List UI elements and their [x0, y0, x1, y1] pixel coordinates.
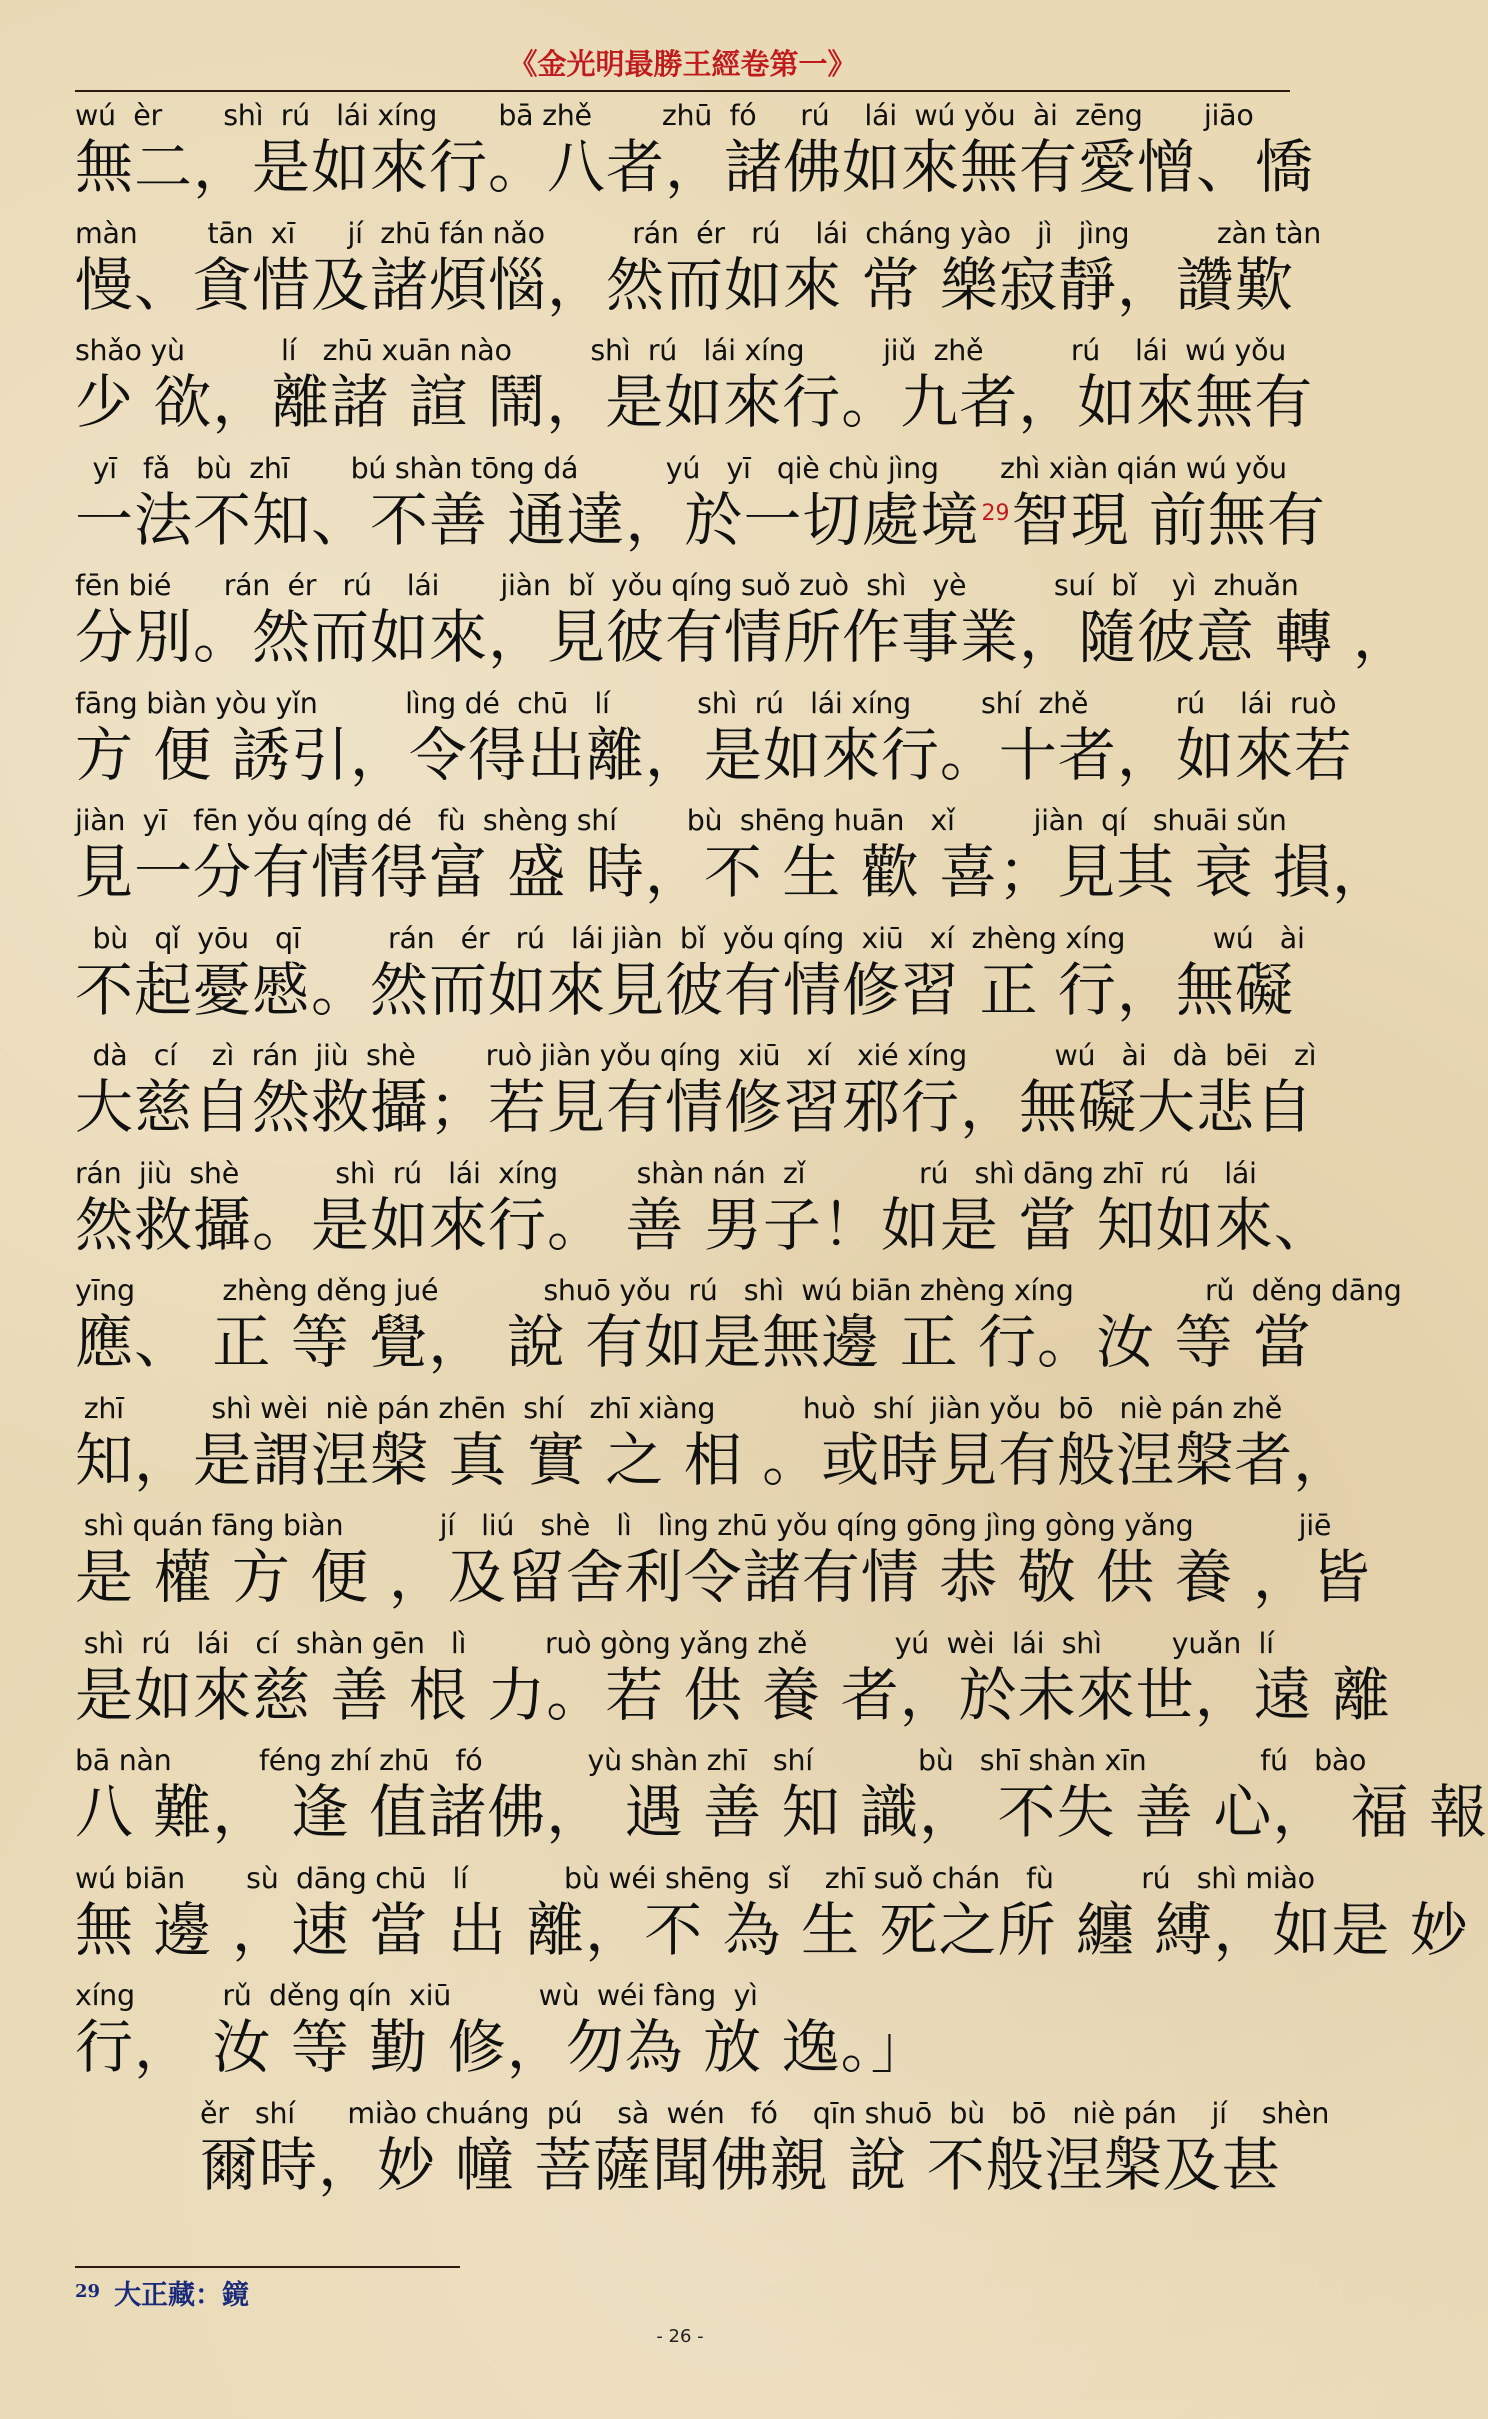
hanzi-line: [75, 1425, 1353, 1504]
pinyin-line: jiàn yī fēn yǒu qíng dé fù shèng shí bù shēng huān xǐ jiàn qí shuāi sǔn: [75, 804, 1287, 837]
hanzi-text: 分別。然而如來，見彼有情所作事業，隨彼意 轉 ，: [75, 603, 1412, 671]
pinyin-line: yī fǎ bù zhī bú shàn tōng dá yú yī qiè chù jìng zhì xiàn qián wú yǒu: [75, 451, 1287, 485]
pinyin-line: ěr shí miào chuáng pú sà wén fó qīn shuō bù bō niè pán jí shèn: [200, 2096, 1330, 2130]
hanzi-text: 行， 汝 等 勤 修，勿為 放 逸。」: [75, 2013, 930, 2081]
text-line: [75, 1857, 1469, 1975]
hanzi-text: 方 便 誘引，令得出離，是如來行。十者，如來若: [75, 720, 1353, 789]
text-line: [75, 564, 1412, 682]
pinyin-line: yīng zhèng děng jué shuō yǒu rú shì wú biān zhèng xíng rǔ děng dāng: [75, 1274, 1402, 1307]
hanzi-text: 應、 正 等 覺， 說 有如是無邊 正 行。汝 等 當: [75, 1308, 1312, 1376]
text-line: [75, 1974, 1290, 2092]
text-line: [75, 94, 1315, 212]
hanzi-text: 爾時，妙 幢 菩薩聞佛親 說 不般涅槃及甚: [200, 2130, 1281, 2199]
pinyin-line: fāng biàn yòu yǐn lìng dé chū lí shì rú lái xíng shí zhě rú lái ruò: [75, 686, 1337, 720]
text-line: [75, 1739, 1488, 1857]
text-line: [75, 1269, 1402, 1387]
text-line: [75, 2092, 1330, 2210]
pinyin-line: bā nàn féng zhí zhū fó yù shàn zhī shí bù shī shàn xīn fú bào: [75, 1744, 1367, 1777]
pinyin-line: bù qǐ yōu qī rán ér rú lái jiàn bǐ yǒu qíng xiū xí zhèng xíng wú ài: [75, 921, 1305, 955]
hanzi-text: 慢、貪惜及諸煩惱，然而如來 常 樂寂靜，讚歎: [75, 250, 1294, 319]
hanzi-line: [75, 2014, 1290, 2091]
hanzi-text: 是 權 方 便 ，及留舍利令諸有情 恭 敬 供 養 ，皆: [75, 1543, 1371, 1611]
pinyin-line: shǎo yù lí zhū xuān nào shì rú lái xíng jiǔ zhě rú lái wú yǒu: [75, 334, 1286, 367]
hanzi-line: [75, 485, 1326, 564]
footnote-text: 大正藏：鏡: [114, 2280, 250, 2311]
hanzi-line: [75, 2132, 1290, 2209]
hanzi-line: [75, 1543, 1371, 1621]
text-line: [75, 212, 1322, 330]
pinyin-line: rán jiù shè shì rú lái xíng shàn nán zǐ rú shì dāng zhī rú lái: [75, 1156, 1257, 1190]
footnote-reference[interactable]: 29: [981, 500, 1010, 526]
text-line: [75, 1387, 1353, 1505]
hanzi-text: 一法不知、不善 通達，於一切處境: [75, 485, 980, 554]
pinyin-line: wú biān sù dāng chū lí bù wéi shēng sǐ zhī suǒ chán fù rú shì miào: [75, 1861, 1315, 1895]
hanzi-text: 知，是謂涅槃 真 實 之 相 。或時見有般涅槃者，: [75, 1425, 1353, 1494]
hanzi-text-continued: 智現 前無有: [1011, 485, 1326, 554]
pinyin-line: xíng rǔ děng qín xiū wù wéi fàng yì: [75, 1979, 758, 2012]
scripture-body: [75, 94, 1488, 2209]
text-line: [75, 1504, 1371, 1622]
footnote: [75, 2276, 249, 2316]
hanzi-line: [75, 838, 1392, 916]
pinyin-line: wú èr shì rú lái xíng bā zhě zhū fó rú lái wú yǒu ài zēng jiāo: [75, 99, 1254, 132]
hanzi-line: [75, 955, 1294, 1034]
hanzi-text: 然救攝。是如來行。 善 男子！如是 當 知如來、: [75, 1190, 1333, 1259]
text-line: [75, 1152, 1333, 1270]
pinyin-line: dà cí zì rán jiù shè ruò jiàn yǒu qíng xiū xí xié xíng wú ài dà bēi zì: [75, 1039, 1317, 1072]
hanzi-text: 八 難， 逢 值諸佛， 遇 善 知 識， 不失 善 心， 福 報: [75, 1778, 1488, 1846]
hanzi-text: 是如來慈 善 根 力。若 供 養 者，於未來世，遠 離: [75, 1660, 1392, 1729]
hanzi-text: 少 欲，離諸 諠 鬧，是如來行。九者，如來無有: [75, 368, 1314, 436]
text-line: [75, 1034, 1317, 1152]
pinyin-line: zhī shì wèi niè pán zhēn shí zhī xiàng huò shí jiàn yǒu bō niè pán zhě: [75, 1391, 1283, 1425]
hanzi-line: [75, 1778, 1488, 1856]
hanzi-line: [75, 1308, 1312, 1386]
page-header-title: 《金光明最勝王經卷第一》: [508, 47, 857, 81]
pinyin-line: shì rú lái cí shàn gēn lì ruò gòng yǎng zhě yú wèi lái shì yuǎn lí: [75, 1626, 1274, 1660]
text-line: [75, 329, 1314, 447]
footnote-number: 29: [75, 2281, 101, 2302]
pinyin-line: shì quán fāng biàn jí liú shè lì lìng zhū yǒu qíng gōng jìng gòng yǎng jiē: [75, 1509, 1332, 1542]
hanzi-text: 見一分有情得富 盛 時，不 生 歡 喜；見其 衰 損，: [75, 838, 1392, 906]
header-divider: [75, 90, 1290, 92]
hanzi-line: [75, 250, 1294, 329]
hanzi-line: [75, 1660, 1392, 1739]
hanzi-text: 無 邊 ，速 當 出 離，不 為 生 死之所 纏 縛，如是 妙: [75, 1895, 1469, 1964]
hanzi-line: [75, 1073, 1315, 1151]
hanzi-line: [75, 368, 1314, 446]
text-line: [75, 682, 1353, 800]
text-line: [75, 1622, 1392, 1740]
text-line: [75, 917, 1305, 1035]
text-line: [75, 799, 1392, 917]
hanzi-line: [75, 603, 1412, 681]
hanzi-line: [75, 133, 1315, 211]
footnote-divider: [75, 2266, 460, 2268]
hanzi-line: [75, 1895, 1469, 1974]
hanzi-line: [75, 720, 1353, 799]
hanzi-line: [75, 1190, 1333, 1269]
text-line: [75, 447, 1326, 565]
hanzi-text: 無二，是如來行。八者，諸佛如來無有愛憎、憍: [75, 133, 1315, 201]
hanzi-text: 不起憂慼。然而如來見彼有情修習 正 行，無礙: [75, 955, 1294, 1024]
page-number: - 26 -: [656, 2326, 704, 2347]
pinyin-line: fēn bié rán ér rú lái jiàn bǐ yǒu qíng suǒ zuò shì yè suí bǐ yì zhuǎn: [75, 569, 1299, 602]
pinyin-line: màn tān xī jí zhū fán nǎo rán ér rú lái cháng yào jì jìng zàn tàn: [75, 216, 1322, 250]
hanzi-text: 大慈自然救攝；若見有情修習邪行，無礙大悲自: [75, 1073, 1315, 1141]
